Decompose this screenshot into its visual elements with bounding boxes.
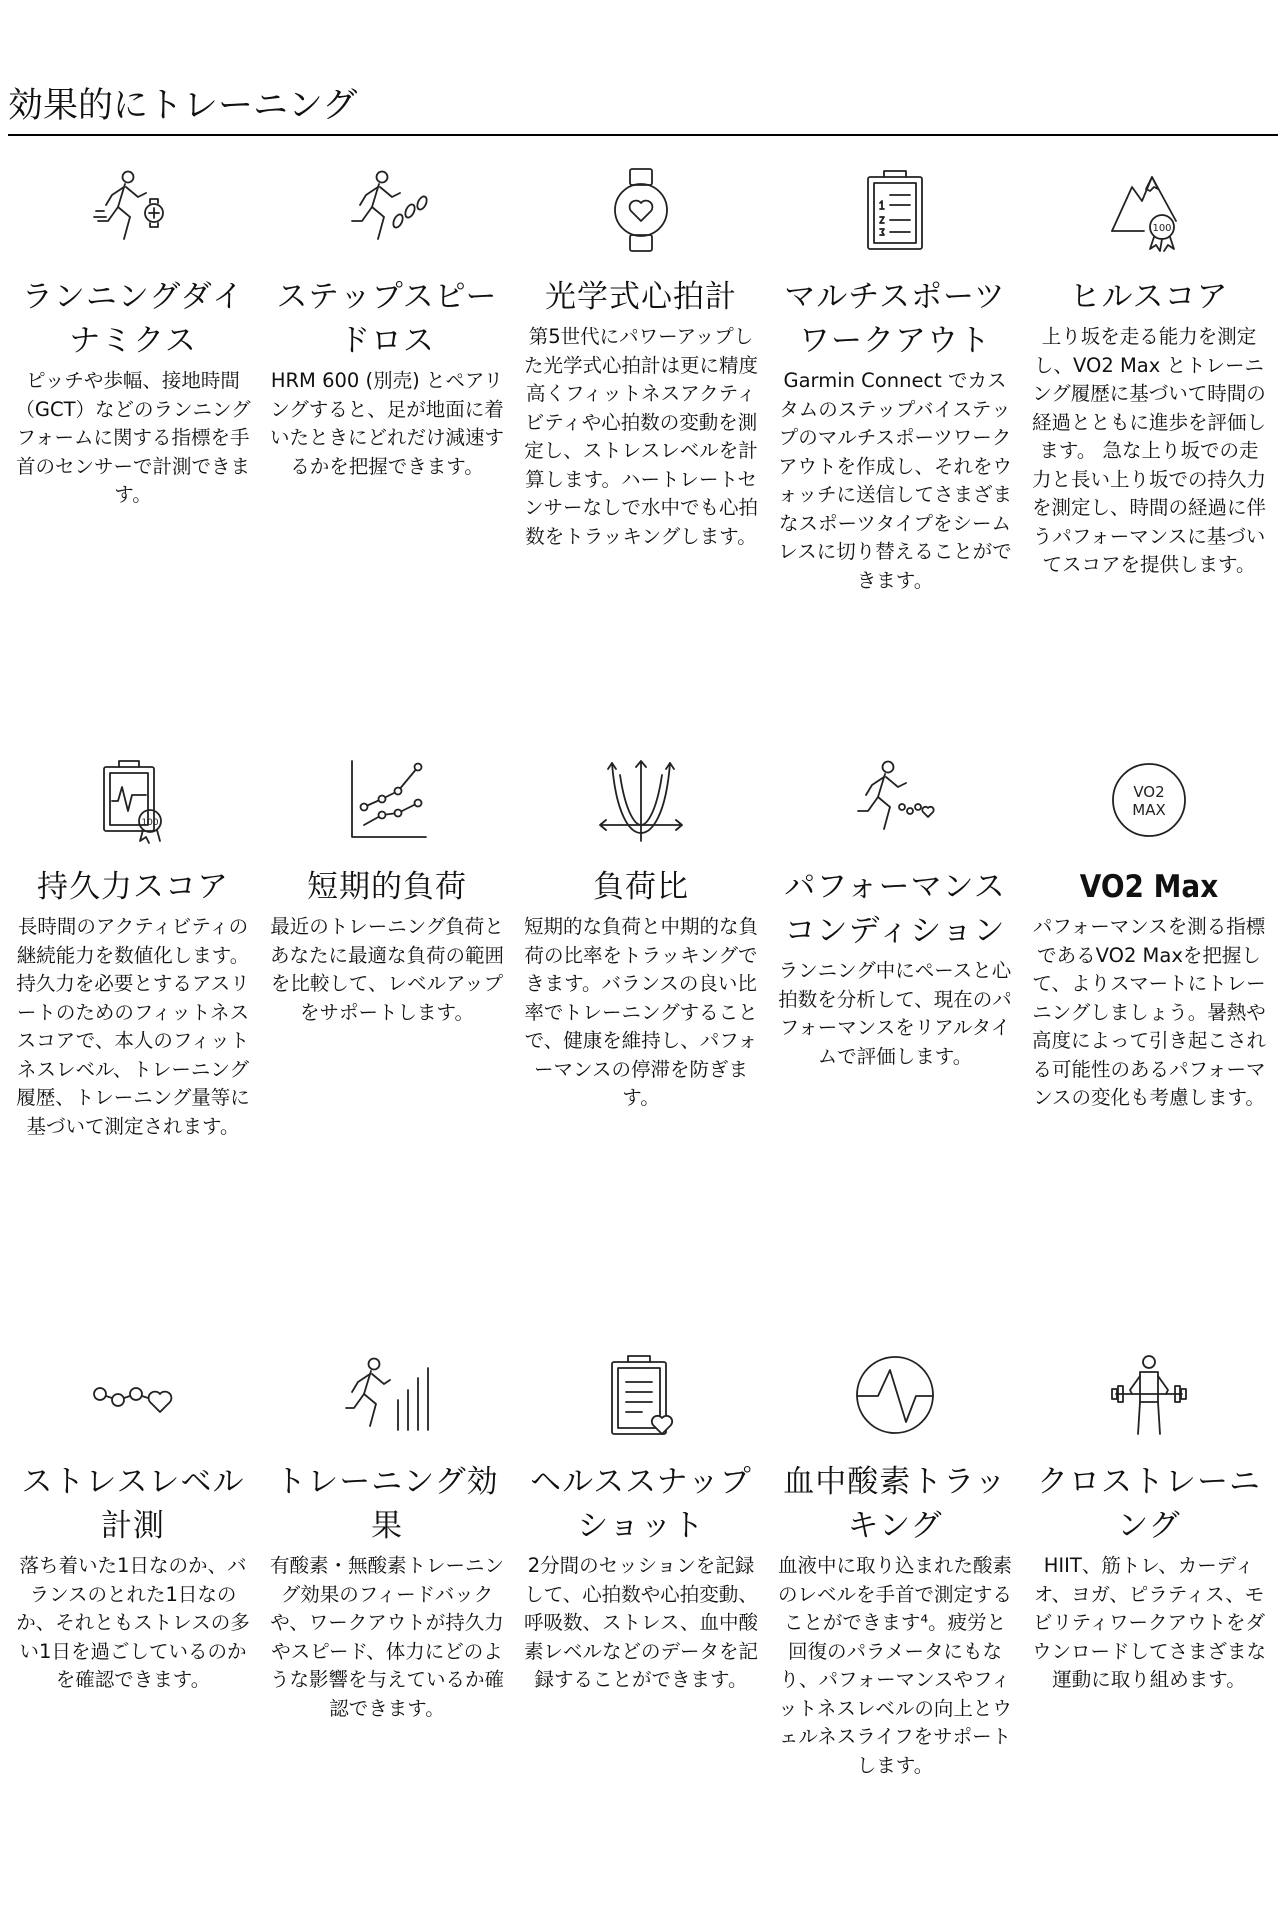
feature-description: 落ち着いた1日なのか、バランスのとれた1日なのか、それともストレスの多い1日を過ごしているのかを確認できます。 [16, 1554, 250, 1691]
feature-title: 負荷比 [593, 869, 689, 905]
feature-multisport [768, 165, 1022, 755]
vo2max-icon [1101, 755, 1197, 845]
feature-title: ヘルススナップショット [530, 1464, 752, 1544]
feature-title: ステップスピードロス [276, 279, 498, 359]
feature-title: マルチスポーツワークアウト [784, 279, 1006, 359]
vo2-text: VO2 [1133, 783, 1165, 801]
pulse-ox-icon [847, 1350, 943, 1440]
feature-health-snapshot [514, 1350, 768, 1910]
feature-title: クロストレーニング [1037, 1464, 1261, 1544]
max-text: MAX [1132, 801, 1166, 819]
feature-title: 血中酸素トラッキング [783, 1464, 1007, 1544]
load-ratio-curve-icon [593, 755, 689, 845]
feature-grid [6, 165, 1276, 1910]
feature-pulse-ox [768, 1350, 1022, 1910]
feature-title: 持久力スコア [37, 869, 229, 905]
feature-description: 最近のトレーニング負荷とあなたに最適な負荷の範囲を比較して、レベルアップをサポートします。 [269, 915, 504, 1024]
clipboard-badge-icon [85, 755, 181, 845]
svg-text:100: 100 [141, 818, 159, 828]
feature-vo2max [1022, 755, 1276, 1350]
feature-endurance-score [6, 755, 260, 1350]
feature-optical-hr [514, 165, 768, 755]
feature-description: パフォーマンスを測る指標であるVO2 Maxを把握して、よりスマートにトレーニングしましょう。暑熱や高度によって引き起こされる可能性のあるパフォーマンスの変化も考慮します。 [1031, 915, 1266, 1109]
feature-acute-load [260, 755, 514, 1350]
watch-heart-icon [593, 165, 689, 255]
feature-title: パフォーマンスコンディション [784, 869, 1006, 949]
feature-cross-training [1022, 1350, 1276, 1910]
line-graph-icon [339, 755, 435, 845]
svg-text:100: 100 [1152, 223, 1172, 234]
feature-title: ストレスレベル計測 [21, 1464, 245, 1544]
feature-hill-score [1022, 165, 1276, 755]
feature-description: Garmin Connect でカスタムのステップバイステップのマルチスポーツワークアウトを作成し、それをウォッチに送信してさまざまなスポーツタイプをシームレスに切り替えることができます。 [777, 369, 1012, 592]
feature-description: HRM 600 (別売) とペアリングすると、足が地面に着いたときにどれだけ減速するかを把握できます。 [269, 369, 504, 478]
feature-description: HIIT、筋トレ、カーディオ、ヨガ、ピラティス、モビリティワークアウトをダウンロードしてさまざまな運動に取り組めます。 [1031, 1554, 1266, 1691]
runner-heartrate-icon [847, 755, 943, 845]
feature-title: ヒルスコア [1069, 279, 1229, 315]
feature-description: 有酸素・無酸素トレーニング効果のフィードバックや、ワークアウトが持久力やスピード、体力にどのような影響を与えているか確認できます。 [269, 1554, 504, 1720]
feature-load-ratio [514, 755, 768, 1350]
clipboard-list-icon [847, 165, 943, 255]
feature-description: 短期的な負荷と中期的な負荷の比率をトラッキングできます。バランスの良い比率でトレーニングすることで、健康を維持し、パフォーマンスの停滞を防ぎます。 [523, 915, 758, 1109]
clipboard-heart-icon [593, 1350, 689, 1440]
stress-circles-heart-icon [85, 1350, 181, 1440]
feature-performance-condition [768, 755, 1022, 1350]
feature-title: 光学式心拍計 [545, 279, 737, 315]
feature-stress [6, 1350, 260, 1910]
feature-training-effect [260, 1350, 514, 1910]
feature-description: 2分間のセッションを記録して、心拍数や心拍変動、呼吸数、ストレス、血中酸素レベルなどのデータを記録することができます。 [523, 1554, 758, 1691]
running-footsteps-icon [339, 165, 435, 255]
feature-running-dynamics [6, 165, 260, 755]
feature-description: 血液中に取り込まれた酸素のレベルを手首で測定することができます⁴。疲労と回復のパラメータにもなり、パフォーマンスやフィットネスレベルの向上とウェルネスライフをサポートします。 [777, 1554, 1012, 1777]
feature-description: 第5世代にパワーアップした光学式心拍計は更に精度高くフィットネスアクティビティや心拍数の変動を測定し、ストレスレベルを計算します。ハートレートセンサーなしで水中でも心拍数をトラッキングします。 [523, 325, 758, 548]
running-watch-icon [85, 165, 181, 255]
feature-step-speed-loss [260, 165, 514, 755]
weightlifter-icon [1101, 1350, 1197, 1440]
mountain-badge-icon [1101, 165, 1197, 255]
feature-description: ピッチや歩幅、接地時間（GCT）などのランニングフォームに関する指標を手首のセンサーで計測できます。 [15, 369, 251, 506]
feature-description: ランニング中にペースと心拍数を分析して、現在のパフォーマンスをリアルタイムで評価します。 [778, 959, 1012, 1068]
feature-title: VO2 Max [1079, 869, 1219, 905]
feature-title: ランニングダイナミクス [21, 279, 245, 359]
feature-description: 長時間のアクティビティの継続能力を数値化します。持久力を必要とするアスリートのためのフィットネススコアで、本人のフィットネスレベル、トレーニング履歴、トレーニング量等に基づいて測定されます。 [16, 915, 250, 1138]
feature-title: 短期的負荷 [307, 869, 467, 905]
feature-description: 上り坂を走る能力を測定し、VO2 Max とトレーニング履歴に基づいて時間の経過とともに進歩を評価します。 急な上り坂での走力と長い上り坂での持久力を測定し、時間の経過に伴うパフォーマンスに基づいてスコアを提供します。 [1031, 325, 1266, 576]
section-title: 効果的にトレーニング [8, 84, 1278, 136]
feature-title: トレーニング効果 [275, 1464, 499, 1544]
runner-bars-icon [339, 1350, 435, 1440]
